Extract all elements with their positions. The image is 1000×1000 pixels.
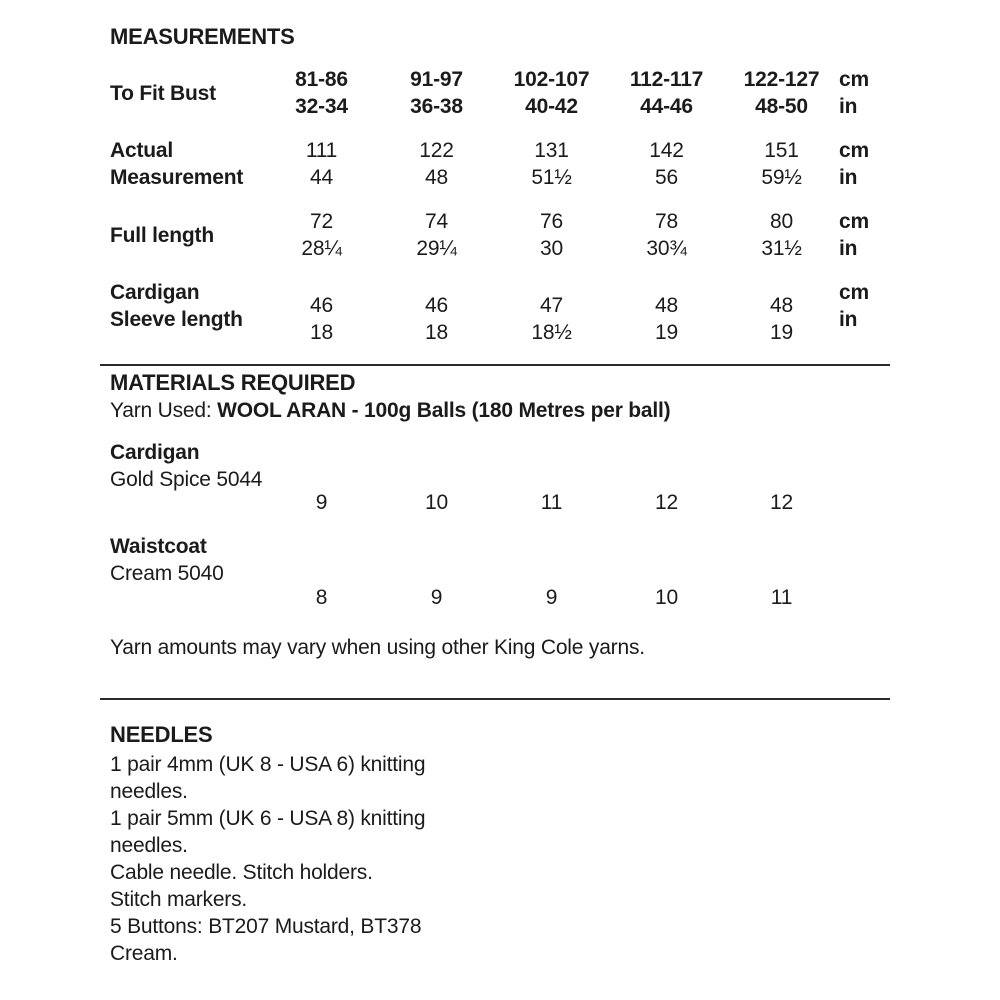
size-value-cell: 142 56 (649, 139, 684, 189)
material-item-shade: Gold Spice 5044 (110, 468, 263, 491)
measurement-row-actual-measurement (110, 137, 942, 191)
unit-cell: cm in (839, 281, 869, 331)
unit-cell: cm in (839, 68, 869, 118)
ball-count: 9 (430, 586, 443, 609)
needles-line: Cream. (110, 942, 178, 965)
ball-count: 12 (770, 491, 793, 514)
ball-count: 9 (315, 491, 328, 514)
needles-line: needles. (110, 834, 188, 857)
ball-count: 9 (545, 586, 558, 609)
row-label: Cardigan Sleeve length (110, 281, 243, 331)
needles-line: 1 pair 4mm (UK 8 - USA 6) knitting (110, 753, 426, 776)
ball-count: 10 (425, 491, 448, 514)
material-item-name: Waistcoat (110, 535, 207, 558)
needles-line: Cable needle. Stitch holders. (110, 861, 373, 884)
row-label: Actual Measurement (110, 139, 244, 189)
size-value-cell: 74 29¼ (416, 210, 457, 260)
size-value-cell: 81-86 32-34 (295, 68, 348, 118)
row-label: To Fit Bust (110, 81, 216, 105)
needles-line: Stitch markers. (110, 888, 248, 911)
size-value-cell: 48 19 (655, 294, 678, 344)
size-value-cell: 48 19 (770, 294, 793, 344)
needles-list (110, 751, 425, 967)
materials-heading: MATERIALS REQUIRED (110, 370, 356, 395)
size-value-cell: 111 44 (305, 139, 338, 189)
size-value-cell: 46 18 (425, 294, 448, 344)
needles-line: 5 Buttons: BT207 Mustard, BT378 (110, 915, 422, 938)
ball-count: 11 (770, 586, 793, 609)
size-value-cell: 78 30¾ (646, 210, 687, 260)
size-value-cell: 122-127 48-50 (743, 68, 820, 118)
ball-count: 12 (655, 491, 678, 514)
row-label: Full length (110, 223, 214, 247)
measurement-row-cardigan-sleeve-length (110, 279, 942, 344)
ball-count: 10 (655, 586, 678, 609)
measurement-row-to-fit-bust (110, 66, 942, 120)
size-value-cell: 46 18 (310, 294, 333, 344)
size-value-cell: 91-97 36-38 (410, 68, 463, 118)
material-item-shade: Cream 5040 (110, 562, 224, 585)
size-value-cell: 80 31½ (761, 210, 802, 260)
measurements-table (110, 66, 942, 350)
yarn-used-value: WOOL ARAN - 100g Balls (180 Metres per ball) (217, 399, 671, 422)
needles-heading: NEEDLES (110, 722, 213, 747)
measurement-row-full-length (110, 208, 942, 262)
divider (100, 698, 890, 700)
ball-quantities-waistcoat (110, 584, 942, 611)
size-value-cell: 72 28¼ (301, 210, 342, 260)
size-value-cell: 76 30 (540, 210, 563, 260)
unit-cell: cm in (839, 210, 869, 260)
yarn-used-line (110, 397, 670, 424)
size-value-cell: 112-117 44-46 (629, 68, 704, 118)
ball-quantities-cardigan (110, 489, 942, 516)
needles-line: needles. (110, 780, 188, 803)
size-value-cell: 102-107 40-42 (513, 68, 590, 118)
yarn-used-label: Yarn Used: (110, 399, 218, 422)
size-value-cell: 131 51½ (531, 139, 572, 189)
measurements-heading: MEASUREMENTS (110, 24, 295, 49)
divider (100, 364, 890, 366)
unit-cell: cm in (839, 139, 869, 189)
yarn-note: Yarn amounts may vary when using other King Cole yarns. (110, 636, 645, 659)
material-item-name: Cardigan (110, 441, 200, 464)
size-value-cell: 47 18½ (531, 294, 572, 344)
needles-line: 1 pair 5mm (UK 6 - USA 8) knitting (110, 807, 426, 830)
size-value-cell: 151 59½ (761, 139, 802, 189)
ball-count: 11 (540, 491, 563, 514)
ball-count: 8 (315, 586, 328, 609)
size-value-cell: 122 48 (419, 139, 454, 189)
